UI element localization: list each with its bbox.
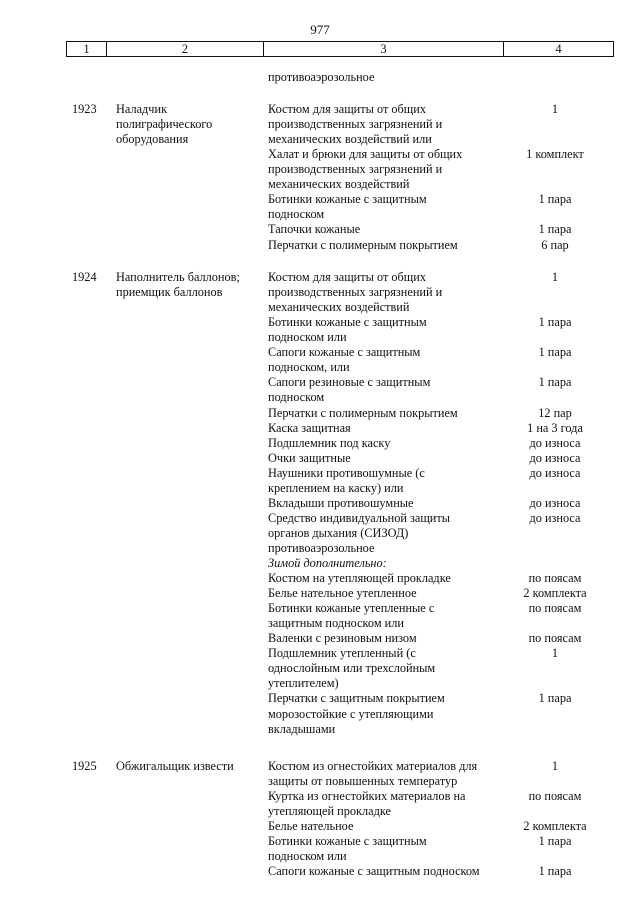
column-header-1: 1 [67, 42, 107, 56]
item-line: креплением на каску) или [268, 480, 404, 495]
item-line: Очки защитные [268, 450, 351, 465]
item-quantity: до износа [529, 450, 581, 465]
item-quantity: 2 комплекта [523, 586, 587, 600]
item-line: Зимой дополнительно: [268, 556, 387, 570]
item-line: Костюм из огнестойких материалов для [268, 759, 478, 773]
continuation-text: противоаэрозольное [268, 70, 375, 84]
item-line: морозостойкие с утепляющими [268, 706, 434, 721]
page-number: 977 [310, 22, 330, 37]
item-line: производственных загрязнений и [268, 285, 443, 300]
occupation-line: полиграфического [116, 117, 213, 131]
entry-number: 1923 [72, 102, 97, 116]
item-line: производственных загрязнений и [268, 162, 443, 177]
item-line: подноском или [268, 330, 347, 345]
occupation-line: Наладчик [116, 102, 168, 116]
item-quantity: 6 пар [541, 237, 569, 252]
item-quantity: 1 пара [538, 864, 572, 879]
item-line: Костюм для защиты от общих [268, 102, 426, 116]
item-line: однослойным или трехслойным [268, 661, 436, 676]
item-quantity: 1 пара [538, 192, 572, 207]
item-line: производственных загрязнений и [268, 117, 443, 131]
item-line: Куртка из огнестойких материалов на [268, 789, 466, 804]
item-quantity: 12 пар [538, 405, 572, 420]
occupation-line: оборудования [116, 132, 189, 147]
item-line: Вкладыши противошумные [268, 495, 414, 510]
item-line: Подшлемник утепленный (с [268, 646, 416, 661]
item-line: Тапочки кожаные [268, 222, 361, 237]
item-line: Валенки с резиновым низом [268, 631, 417, 646]
item-line: Ботинки кожаные с защитным [268, 315, 427, 330]
column-header-3: 3 [264, 42, 504, 56]
item-line: Сапоги кожаные с защитным [268, 345, 421, 360]
item-line: механических воздействий или [268, 132, 432, 147]
occupation-line: Обжигальщик извести [116, 759, 234, 773]
item-line: Перчатки с защитным покрытием [268, 691, 445, 706]
item-quantity: по поясам [528, 571, 582, 585]
item-line: механических воздействий [268, 177, 410, 192]
entry-number: 1925 [72, 759, 97, 773]
item-quantity: 1 на 3 года [527, 420, 583, 435]
item-quantity: до износа [529, 495, 581, 510]
entry-number: 1924 [72, 270, 97, 284]
item-line: Подшлемник под каску [268, 435, 391, 450]
item-quantity: до износа [529, 510, 581, 525]
item-line: Сапоги резиновые с защитным [268, 375, 431, 390]
item-quantity: 1 [551, 759, 559, 773]
item-line: подноском или [268, 849, 347, 864]
item-line: подноском [268, 390, 325, 405]
item-quantity: 1 пара [538, 375, 572, 390]
item-line: Ботинки кожаные утепленные с [268, 601, 435, 616]
item-line: Перчатки с полимерным покрытием [268, 237, 458, 252]
item-quantity: по поясам [528, 601, 582, 616]
item-line: утеплителем) [268, 676, 339, 691]
item-line: Сапоги кожаные с защитным подноском [268, 864, 480, 879]
item-line: подноском, или [268, 360, 350, 375]
item-line: утепляющей прокладке [268, 804, 391, 819]
item-line: Костюм для защиты от общих [268, 270, 426, 284]
item-line: Костюм на утепляющей прокладке [268, 571, 451, 585]
item-quantity: 1 пара [538, 315, 572, 330]
item-quantity: 1 [551, 270, 559, 284]
column-header-4: 4 [555, 42, 562, 56]
occupation-line: приемщик баллонов [116, 285, 223, 300]
item-line: противоаэрозольное [268, 540, 375, 555]
item-line: механических воздействий [268, 300, 410, 315]
item-line: подноском [268, 207, 325, 222]
item-quantity: 1 пара [538, 222, 572, 237]
item-quantity: до износа [529, 435, 581, 450]
item-quantity: по поясам [528, 631, 582, 646]
item-quantity: 1 [551, 646, 559, 661]
item-quantity: 1 пара [538, 834, 572, 849]
item-line: Средство индивидуальной защиты [268, 510, 451, 525]
item-quantity: 1 пара [538, 345, 572, 360]
item-line: органов дыхания (СИЗОД) [268, 525, 409, 540]
occupation-line: Наполнитель баллонов; [116, 270, 240, 284]
item-quantity: по поясам [528, 789, 582, 804]
item-line: Ботинки кожаные с защитным [268, 192, 427, 207]
item-line: Наушники противошумные (с [268, 465, 425, 480]
item-line: Халат и брюки для защиты от общих [268, 147, 463, 162]
column-header-2: 2 [107, 42, 264, 56]
item-quantity: до износа [529, 465, 581, 480]
item-quantity: 1 [551, 102, 559, 116]
item-line: защиты от повышенных температур [268, 774, 458, 788]
item-line: вкладышами [268, 721, 336, 736]
item-line: защитным подноском или [268, 616, 404, 631]
item-line: Белье нательное утепленное [268, 586, 417, 600]
item-quantity: 2 комплекта [523, 819, 587, 834]
item-line: Белье нательное [268, 819, 354, 834]
column-header-row [66, 41, 614, 57]
item-line: Каска защитная [268, 420, 351, 435]
item-quantity: 1 комплект [526, 147, 584, 162]
item-line: Перчатки с полимерным покрытием [268, 405, 458, 420]
item-quantity: 1 пара [538, 691, 572, 706]
item-line: Ботинки кожаные с защитным [268, 834, 427, 849]
